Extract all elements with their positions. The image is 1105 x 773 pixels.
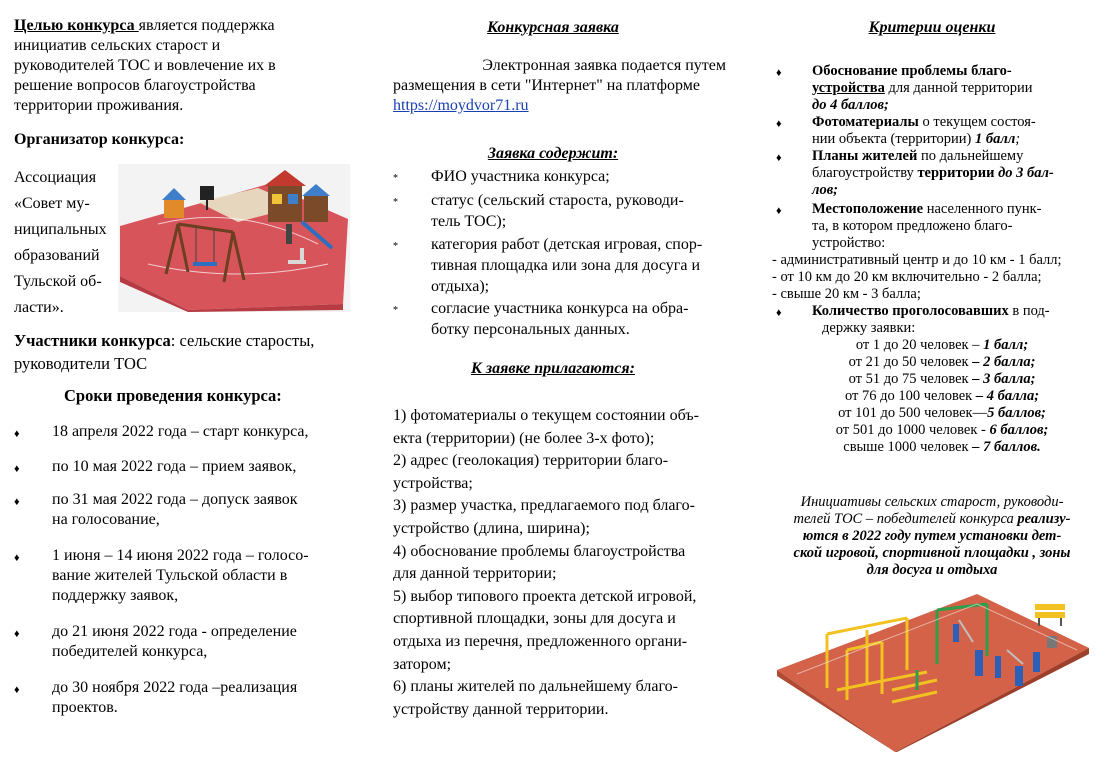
vote-score-line: [792, 337, 1092, 354]
criterion-text: устройства: [812, 80, 885, 96]
contains-item: [393, 167, 726, 187]
vote-range: от 51 до 75 человек: [848, 371, 973, 387]
application-title: Конкурсная заявка: [487, 19, 619, 36]
organizer-line: ласти».: [14, 299, 64, 316]
contains-text: ботку персональных данных.: [431, 321, 630, 338]
criterion-item: [772, 63, 1092, 114]
column-left: [14, 0, 349, 773]
attached-list: [393, 405, 726, 721]
attached-text: 3) размер участка, предлагаемого под благо-: [393, 497, 695, 515]
attached-text: для данной территории;: [393, 565, 557, 583]
organizer-line: образований: [14, 247, 100, 264]
intro-line: Электронная заявка подается путем: [482, 57, 726, 74]
goal-line: инициатив сельских старост и: [14, 37, 221, 54]
sports-ground-illustration: [777, 590, 1089, 752]
attached-text: екта (территории) (не более 3-х фото);: [393, 429, 655, 447]
asterisk-bullet-icon: *: [393, 173, 398, 184]
attached-item: [393, 450, 726, 495]
diamond-bullet-icon: ♦: [776, 152, 782, 164]
organizer-line: ниципальных: [14, 221, 107, 238]
attached-text: 6) планы жителей по дальнейшему благо-: [393, 678, 678, 696]
goal-line: решение вопросов благоустройства: [14, 77, 256, 94]
diamond-bullet-icon: ♦: [776, 205, 782, 217]
criterion-text: в под-: [1008, 303, 1050, 319]
contains-text: ФИО участника конкурса;: [431, 168, 610, 185]
contains-title: Заявка содержит:: [487, 145, 619, 162]
criterion-text: держку заявки:: [822, 320, 916, 336]
criteria-list: [772, 63, 1092, 456]
criterion-item: [772, 303, 1092, 337]
vote-range: от 1 до 20 человек –: [855, 337, 984, 353]
attached-item: [393, 405, 726, 450]
vote-score-line: [792, 439, 1092, 456]
deadline-text: проектов.: [52, 699, 118, 716]
deadline-text: 18 апреля 2022 года – старт конкурса,: [52, 423, 309, 440]
criterion-text: населенного пунк-: [923, 201, 1042, 217]
vote-score-line: [792, 371, 1092, 388]
organizer-line: «Совет му-: [14, 195, 90, 212]
deadline-text: до 21 июня 2022 года - определение: [52, 623, 297, 640]
organizer-line: Ассоциация: [14, 169, 97, 186]
location-score-line: - от 10 км до 20 км включительно - 2 балла;: [772, 269, 1042, 285]
contains-text: согласие участника конкурса на обра-: [431, 300, 689, 317]
deadline-item: [14, 622, 349, 662]
diamond-bullet-icon: ♦: [14, 628, 20, 640]
deadlines-title: Сроки проведения конкурса:: [64, 386, 282, 405]
playground-image: [118, 164, 350, 312]
deadline-text: по 10 мая 2022 года – прием заявок,: [52, 458, 297, 475]
deadline-item: [14, 546, 349, 606]
contains-text: тивная площадка или зона для досуга и: [431, 257, 701, 274]
organizer-line: Тульской об-: [14, 273, 102, 290]
winners-note-line: ются в 2022 году путем установки дет-: [802, 528, 1062, 544]
attached-text: спортивной площадки, зоны для досуга и: [393, 610, 676, 628]
contains-item: [393, 298, 726, 340]
diamond-bullet-icon: ♦: [14, 463, 20, 475]
criterion-text: Местоположение: [812, 201, 924, 217]
deadline-text: по 31 мая 2022 года – допуск заявок: [52, 491, 298, 508]
criterion-text: благоустройству: [812, 165, 918, 181]
attached-text: 5) выбор типового проекта детской игровой,: [393, 587, 697, 605]
location-score-line: - административный центр и до 10 км - 1 балл;: [772, 252, 1062, 268]
vote-scores: [772, 337, 1092, 456]
attached-text: 4) обоснование проблемы благоустройства: [393, 542, 686, 560]
diamond-bullet-icon: ♦: [14, 496, 20, 508]
attached-text: 2) адрес (геолокация) территории благо-: [393, 452, 669, 470]
deadline-text: 1 июня – 14 июня 2022 года – голосо-: [52, 547, 309, 564]
deadline-item: [14, 457, 349, 477]
diamond-bullet-icon: ♦: [776, 307, 782, 319]
attached-text: устройство (длина, ширина);: [393, 519, 590, 537]
vote-score-line: [792, 422, 1092, 439]
participants-label: Участники конкурса: [14, 331, 171, 350]
deadline-item: [14, 422, 349, 442]
vote-range: от 21 до 50 человек: [848, 354, 973, 370]
vote-points: 6 баллов;: [989, 422, 1049, 438]
diamond-bullet-icon: ♦: [14, 552, 20, 564]
criterion-text: территории: [917, 165, 995, 181]
attached-text: устройства;: [393, 474, 473, 492]
criterion-text: по дальнейшему: [917, 148, 1024, 164]
participants-paragraph: [14, 329, 314, 375]
attached-item: [393, 586, 726, 676]
contains-text: статус (сельский староста, руководи-: [431, 192, 684, 209]
attached-text: затором;: [393, 655, 452, 673]
contains-item: [393, 190, 726, 232]
criterion-text: о текущем состоя-: [918, 114, 1036, 130]
deadline-text: на голосование,: [52, 511, 160, 528]
platform-link[interactable]: https://moydvor71.ru: [393, 97, 529, 114]
criterion-item: [772, 148, 1092, 199]
deadline-text: победителей конкурса,: [52, 643, 208, 660]
vote-range: от 501 до 1000 человек -: [835, 422, 990, 438]
winners-note-line: [772, 511, 1092, 528]
sports-ground-image: [777, 590, 1089, 752]
goal-rest: является поддержка: [138, 17, 275, 34]
criterion-text: ;: [1015, 131, 1021, 147]
location-scores: [772, 252, 1092, 303]
winners-note-line: для досуга и отдыха: [866, 562, 998, 578]
attached-item: [393, 495, 726, 540]
attached-item: [393, 676, 726, 721]
criterion-text: Обоснование проблемы благо-: [812, 63, 1012, 79]
vote-score-line: [792, 405, 1092, 422]
contains-text: тель ТОС);: [431, 213, 507, 230]
goal-line: руководителей ТОС и вовлечение их в: [14, 57, 276, 74]
criteria-title: Критерии оценки: [868, 19, 996, 36]
vote-points: – 4 балла;: [975, 388, 1040, 404]
column-middle: [393, 0, 726, 773]
attached-item: [393, 541, 726, 586]
diamond-bullet-icon: ♦: [776, 67, 782, 79]
criterion-item: [772, 201, 1092, 252]
goal-paragraph: [14, 16, 276, 116]
criterion-item: [772, 114, 1092, 148]
vote-points: 5 баллов;: [987, 405, 1046, 421]
contains-text: категория работ (детская игровая, спор-: [431, 236, 703, 253]
vote-points: 1 балл;: [983, 337, 1029, 353]
deadline-item: [14, 678, 349, 718]
vote-score-line: [792, 388, 1092, 405]
criterion-text: Фотоматериалы: [812, 114, 919, 130]
vote-score-line: [792, 354, 1092, 371]
criterion-text: для данной территории: [884, 80, 1033, 96]
vote-points: – 7 баллов.: [972, 439, 1041, 455]
attached-text: 1) фотоматериалы о текущем состоянии объ-: [393, 407, 699, 424]
participants-text: : сельские старосты,: [170, 331, 315, 350]
criterion-text: нии объекта (территории): [812, 131, 976, 147]
deadline-text: до 30 ноября 2022 года –реализация: [52, 679, 298, 696]
vote-range: от 76 до 100 человек: [844, 388, 976, 404]
criterion-text: та, в котором предложено благо-: [812, 218, 1013, 234]
attached-text: отдыха из перечня, предложенного органи-: [393, 632, 688, 650]
deadline-text: поддержку заявок,: [52, 587, 179, 604]
criterion-text: устройство:: [812, 235, 886, 251]
vote-points: – 3 балла;: [972, 371, 1036, 387]
goal-line: территории проживания.: [14, 97, 184, 114]
winners-note-text: реализу-: [1017, 511, 1071, 527]
asterisk-bullet-icon: *: [393, 305, 398, 316]
vote-range: свыше 1000 человек: [843, 439, 973, 455]
vote-range: от 101 до 500 человек—: [838, 405, 988, 421]
criterion-score: лов;: [812, 182, 838, 198]
playground-illustration: [118, 164, 350, 312]
diamond-bullet-icon: ♦: [14, 428, 20, 440]
organizer-name: [14, 165, 107, 321]
location-score-line: - свыше 20 км - 3 балла;: [772, 286, 921, 302]
criterion-score: до 4 баллов;: [812, 97, 889, 113]
criterion-text: Количество проголосовавших: [812, 303, 1009, 319]
contains-text: отдыха);: [431, 278, 490, 295]
diamond-bullet-icon: ♦: [776, 118, 782, 130]
attached-title: К заявке прилагаются:: [471, 360, 635, 377]
winners-note-line: ской игровой, спортивной площадки , зоны: [793, 545, 1071, 561]
winners-note-line: Инициативы сельских старост, руководи-: [800, 494, 1064, 510]
diamond-bullet-icon: ♦: [14, 684, 20, 696]
goal-lead: Целью конкурса: [14, 17, 139, 34]
contains-item: [393, 234, 726, 297]
participants-text-line2: руководители ТОС: [14, 354, 148, 373]
intro-line: размещения в сети "Интернет" на платформе: [393, 77, 701, 94]
column-right: [772, 0, 1092, 773]
organizer-title: Организатор конкурса:: [14, 131, 185, 148]
deadline-text: вание жителей Тульской области в: [52, 567, 288, 584]
asterisk-bullet-icon: *: [393, 241, 398, 252]
attached-text: устройству данной территории.: [393, 700, 609, 718]
criterion-score: 1 балл: [975, 131, 1016, 147]
winners-note: [772, 494, 1092, 579]
criterion-text: Планы жителей: [812, 148, 918, 164]
deadline-item: [14, 490, 349, 530]
vote-points: – 2 балла;: [972, 354, 1036, 370]
asterisk-bullet-icon: *: [393, 197, 398, 208]
application-intro: [393, 56, 726, 116]
criterion-score: до 3 бал-: [994, 165, 1054, 181]
winners-note-text: телей ТОС – победителей конкурса: [793, 511, 1018, 527]
